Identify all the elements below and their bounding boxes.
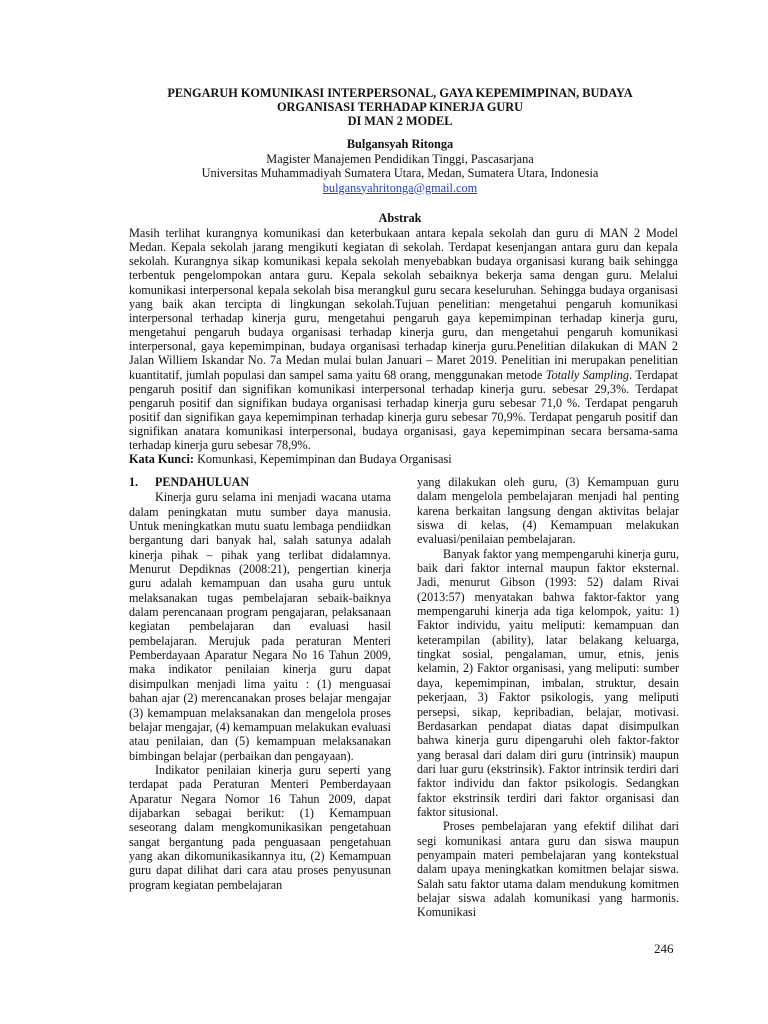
paragraph: Indikator penilaian kinerja guru seperti yang terdapat pada Peraturan Menteri Pemberdayaan Aparatur Negara Nomor 16 Tahun 2009, dapat dijabarkan sebagai berikut: (1) Kemampuan seseorang dalam mengkomunikasikan pengetahuan sangat bergantung pada penguasaan pengetahuan yang akan dikomunikasikannya itu, (2) Kemampuan guru dapat dilihat dari cara atau proses penyusunan program kegiatan pembelajaran: [129, 762, 391, 892]
section-number: 1.: [129, 475, 139, 489]
paragraph: Kinerja guru selama ini menjadi wacana utama dalam peningkatan mutu sumber daya manusia. Untuk meningkatkan mutu suatu lembaga pendiidkan bergantung dari banyak hal, salah satunya adalah kinerja pihak – pihak yang terlibat didalamnya. Menurut Depdiknas (2008:21), pengertian kinerja guru adalah kemampuan dan usaha guru untuk melaksanakan tugas pembelajaran sebaik-baiknya dalam perencanaan program pengajaran, pelaksanaan kegiatan pembelajaran dan evaluasi hasil pembelajaran. Merujuk pada peraturan Menteri Pemberdayaan Aparatur Negara No 16 Tahun 2009, maka indikator penilaian kinerja guru dapat disimpulkan menjadi lima yaitu : (1) menguasai bahan ajar (2) merencanakan proses belajar mengajar (3) kemampuan melaksanakan dan mengelola proses belajar mengajar, (4) kemampuan melakukan evaluasi atau penilaian, dan (5) kemampuan melaksanakan bimbingan belajar (perbaikan dan pengayaan).: [129, 490, 391, 763]
title-line-1: PENGARUH KOMUNIKASI INTERPERSONAL, GAYA KEPEMIMPINAN, BUDAYA: [167, 86, 633, 100]
title-line-2: ORGANISASI TERHADAP KINERJA GURU: [276, 100, 524, 114]
abstract-heading: Abstrak: [378, 211, 422, 225]
abstract-body: [129, 226, 678, 453]
keywords-text: Komunkasi, Kepemimpinan dan Budaya Organisasi: [194, 452, 452, 466]
page-number: 246: [654, 941, 674, 956]
author-block: [120, 137, 680, 195]
right-column: [417, 475, 679, 920]
author-name: Bulgansyah Ritonga: [346, 137, 454, 151]
paragraph-continuation: yang dilakukan oleh guru, (3) Kemampuan guru dalam mengelola pembelajaran menjadi hal penting karena berkaitan langsung dengan aktivitas belajar siswa di kelas, (4) Kemampuan melakukan evaluasi/penilaian pembelajaran.: [417, 475, 679, 547]
paragraph: Banyak faktor yang mempengaruhi kinerja guru, baik dari faktor internal maupun faktor eksternal. Jadi, menurut Gibson (1993: 52) dalam Rivai (2013:57) menyatakan bahwa faktor-faktor yang mempengaruhi kinerja ada tiga kelompok, yaitu: 1) Faktor individu, yaitu meliputi: kemampuan dan keterampilan (ability), latar belakang keluarga, tingkat sosial, pengalaman, umur, etnis, jenis kelamin, 2) Faktor organisasi, yang meliputi: sumber daya, kepemimpinan, imbalan, struktur, desain pekerjaan, 3) Faktor psikologis, yang meliputi persepsi, sikap, kepribadian, belajar, motivasi. Berdasarkan pendapat diatas dapat disimpulkan bahwa kinerja guru dipengaruhi oleh faktor-faktor yang berasal dari dalam diri guru (intrinsik) maupun dari luar guru (ekstrinsik). Faktor intrinsik terdiri dari faktor individu dan faktor psikologis. Sedangkan faktor ekstrinsik terdiri dari faktor organisasi dan faktor situsional.: [417, 546, 679, 819]
paragraph: Proses pembelajaran yang efektif dilihat dari segi komunikasi antara guru dan siswa maupun penyampain materi pembelajaran yang kontekstual dalam upaya meningkatkan komitmen belajar siswa. Salah satu faktor utama dalam mendukung komitmen belajar siswa adalah komunikasi yang harmonis. Komunikasi: [417, 819, 679, 920]
title-line-3: DI MAN 2 MODEL: [347, 114, 453, 128]
keywords: [129, 452, 678, 466]
author-affiliation-2: Universitas Muhammadiyah Sumatera Utara, Medan, Sumatera Utara, Indonesia: [201, 166, 599, 180]
abstract-text-2: . Terdapat pengaruh positif dan signifikan komunikasi interpersonal terhadap kinerja guru. sebesar 29,3%. Terdapat pengaruh positif dan signifikan budaya organisasi terhadap kinerja guru sebesar 71,0 %. Terdapat pengaruh positif dan signifikan gaya kepemimpinan terhadap kinerja guru sebesar 70,9%. Terdapat pengaruh positif dan signifikan anatara komunikasi interpersonal, budaya organisasi, gaya kepemimpinan secara bersama-sama terhadap kinerja guru sebesar 78,9%.: [129, 367, 679, 453]
left-column: [129, 475, 391, 892]
keywords-label: Kata Kunci:: [129, 452, 194, 466]
abstract-italic-term: Totally Sampling: [545, 367, 630, 382]
author-affiliation-1: Magister Manajemen Pendidikan Tinggi, Pascasarjana: [266, 151, 534, 166]
section-heading: [129, 475, 391, 489]
author-email-link[interactable]: bulgansyahritonga@gmail.com: [322, 180, 478, 195]
paper-title: [120, 86, 680, 128]
abstract-text-1: Masih terlihat kurangnya komunikasi dan keterbukaan antara kepala sekolah dan guru di MAN 2 Model Medan. Kepala sekolah jarang mengikuti kegiatan di sekolah. Terdapat kesenjangan antara guru dan kepala sekolah. Kurangnya sikap komunikasi kepala sekolah menyebabkan budaya organisasi kurang baik sehingga terbentuk pengelompokan antara guru. Kepala sekolah sebaiknya bekerja sama dengan guru. Melalui komunikasi interpersonal kepala sekolah bisa merangkul guru secara keseluruhan. Sehingga budaya organisasi yang baik akan tercipta di lingkungan sekolah.Tujuan penelitian: mengetahui pengaruh komunikasi interpersonal terhadap kinerja guru, mengetahui pengaruh gaya kepemimpinan terhadap kinerja guru, mengetahui pengaruh budaya organisasi terhadap kinerja guru, dan mengetahui pengaruh komunikasi interpersonal, gaya kepemimpinan, budaya organisasi terhadap kinerja guru.Penelitian dilakukan di MAN 2 Jalan Williem Iskandar No. 7a Medan mulai bulan Januari – Maret 2019. Penelitian ini merupakan penelitian kuantitatif, jumlah populasi dan sampel sama yaitu 68 orang, menggunakan metode: [129, 226, 678, 382]
section-title: PENDAHULUAN: [155, 475, 250, 489]
